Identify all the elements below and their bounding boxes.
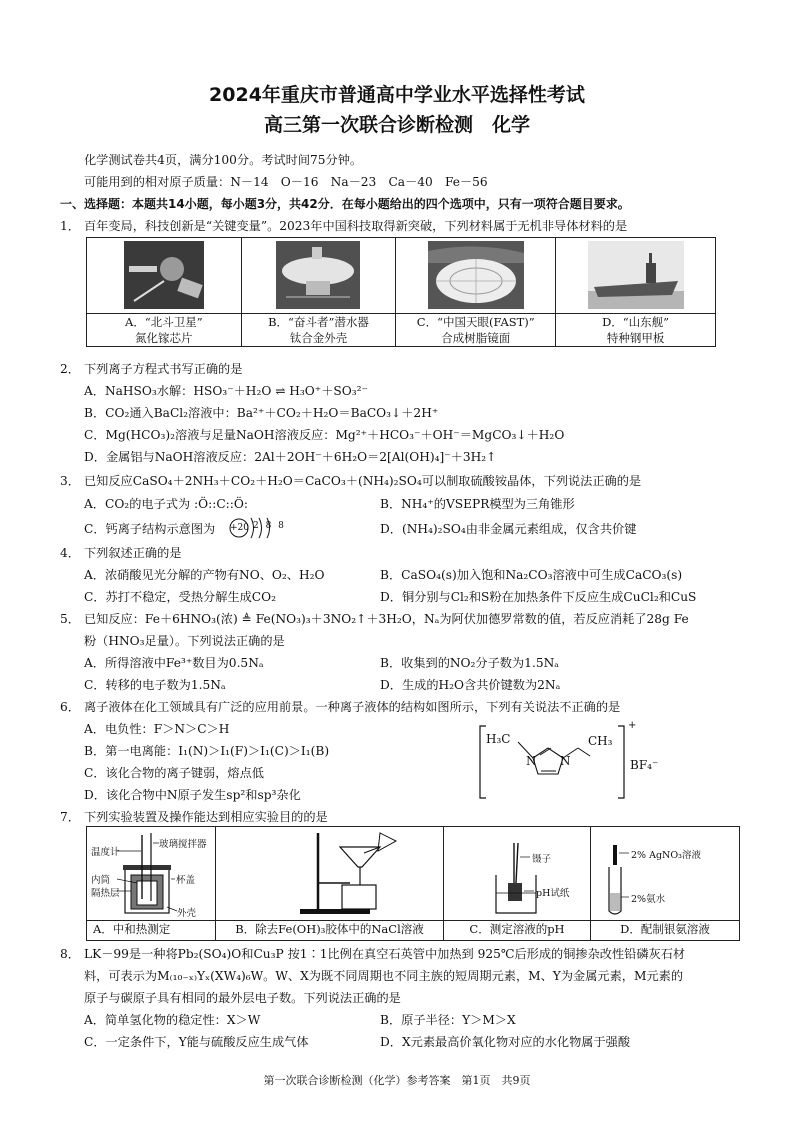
q1-stem: 百年变局，科技创新是“关键变量”。2023年中国科技取得新突破，下列材料属于无机非导体材料的是 xyxy=(84,219,628,233)
q6-option-d: D．该化合物中N原子发生sp²和sp³杂化 xyxy=(84,788,301,802)
q6-anion: BF₄⁻ xyxy=(630,758,659,772)
q7-stem: 下列实验装置及操作能达到相应实验目的的是 xyxy=(84,810,328,824)
q2-number: 2． xyxy=(60,362,80,376)
intro-masses: 可能用到的相对原子质量：N－14 O－16 Na－23 Ca－40 Fe－56 xyxy=(84,175,488,189)
q2-option-c: C．Mg(HCO₃)₂溶液与足量NaOH溶液反应：Mg²⁺＋HCO₃⁻＋OH⁻＝MgCO₃↓＋H₂O xyxy=(84,428,565,442)
q7-label-outer: 外壳 xyxy=(177,908,197,919)
q1-option-d-line1: D．“山东舰” xyxy=(602,315,670,329)
q1-image-submersible xyxy=(241,238,396,314)
q7-number: 7． xyxy=(60,810,80,824)
q7-label-inner: 内筒 xyxy=(91,875,111,886)
q1-image-carrier xyxy=(556,238,716,314)
q5-option-b: B．收集到的NO₂分子数为1.5Nₐ xyxy=(380,656,559,670)
q1-option-d-line2: 特种钢甲板 xyxy=(606,331,665,345)
q6-option-a: A．电负性：F＞N＞C＞H xyxy=(84,722,230,736)
exam-subtitle: 高三第一次联合诊断检测 化学 xyxy=(263,114,530,136)
q1-image-telescope xyxy=(396,238,556,314)
q5-stem-line2: 粉（HNO₃足量）。下列说法正确的是 xyxy=(84,634,285,648)
q3-option-a: A．CO₂的电子式为 :Ö::C::Ö: xyxy=(84,497,248,511)
q7-label-ammonia: 2%氨水 xyxy=(631,894,666,905)
q3-option-c: C．钙离子结构示意图为 xyxy=(84,522,216,536)
q2-option-a: A．NaHSO₃水解：HSO₃⁻＋H₂O ⇌ H₃O⁺＋SO₃²⁻ xyxy=(84,384,368,398)
q1-option-c-line2: 合成树脂镜面 xyxy=(441,331,511,345)
q7-caption-c: C．测定溶液的pH xyxy=(444,921,591,941)
intro-info: 化学测试卷共4页，满分100分。考试时间75分钟。 xyxy=(84,153,363,167)
q6-charge: + xyxy=(628,720,637,731)
q7-apparatus-a xyxy=(87,827,216,921)
q1-option-d xyxy=(556,314,716,347)
q5-option-c: C．转移的电子数为1.5Nₐ xyxy=(84,678,226,692)
q5-number: 5． xyxy=(60,612,80,626)
q1-option-a-line2: 氮化镓芯片 xyxy=(135,331,193,345)
q4-option-a: A．浓硝酸见光分解的产物有NO、O₂、H₂O xyxy=(84,568,325,582)
q4-number: 4． xyxy=(60,546,80,560)
q7-apparatus-c xyxy=(444,827,591,921)
q1-image-satellite xyxy=(87,238,242,314)
page-footer: 第一次联合诊断检测（化学）参考答案 第1页 共9页 xyxy=(263,1074,531,1087)
q8-stem-line2: 料，可表示为M₍₁₀₋ₓ₎Yₓ(XW₄)₆W。W、X为既不同周期也不同主族的短周期元素，M、Y为金属元素，M元素的 xyxy=(84,969,684,983)
q8-stem-line3: 原子与碳原子具有相同的最外层电子数。下列说法正确的是 xyxy=(84,991,401,1005)
q7-label-lid: 杯盖 xyxy=(176,875,196,886)
q1-option-b xyxy=(241,314,396,347)
q1-table xyxy=(86,237,716,347)
q4-option-c: C．苏打不稳定，受热分解生成CO₂ xyxy=(84,590,276,604)
q6-stem: 离子液体在化工领域具有广泛的应用前景。一种离子液体的结构如图所示，下列有关说法不正确的是 xyxy=(84,700,621,714)
q1-option-c-line1: C．“中国天眼(FAST)” xyxy=(416,315,535,329)
q3-stem: 已知反应CaSO₄＋2NH₃＋CO₂＋H₂O＝CaCO₃＋(NH₄)₂SO₄可以制取硫酸铵晶体，下列说法正确的是 xyxy=(84,474,642,488)
q2-option-b: B．CO₂通入BaCl₂溶液中：Ba²⁺＋CO₂＋H₂O＝BaCO₃↓＋2H⁺ xyxy=(84,406,439,420)
exam-title: 2024年重庆市普通高中学业水平选择性考试 xyxy=(209,84,585,106)
q2-stem: 下列离子方程式书写正确的是 xyxy=(84,362,243,376)
q6-h3c: H₃C xyxy=(486,732,511,746)
q4-stem: 下列叙述正确的是 xyxy=(84,546,182,560)
q6-n-right: N xyxy=(560,754,571,768)
q1-option-a xyxy=(87,314,242,347)
q1-option-a-line1: A．“北斗卫星” xyxy=(125,315,203,329)
q6-option-b: B．第一电离能：I₁(N)＞I₁(F)＞I₁(C)＞I₁(B) xyxy=(84,744,330,758)
section-heading: 一、选择题：本题共14小题，每小题3分，共42分．在每小题给出的四个选项中，只有一项符合题目要求。 xyxy=(60,197,630,211)
q2-option-d: D．金属铝与NaOH溶液反应：2Al＋2OH⁻＋6H₂O＝2[Al(OH)₄]⁻＋3H₂↑ xyxy=(84,450,497,464)
q8-option-b: B．原子半径：Y＞M＞X xyxy=(380,1013,516,1027)
q7-label-agno3: 2% AgNO₃溶液 xyxy=(631,850,701,861)
q7-caption-d: D．配制银氨溶液 xyxy=(591,921,740,941)
q6-number: 6． xyxy=(60,700,80,714)
q6-n-left: N xyxy=(526,754,537,768)
q7-caption-b: B．除去Fe(OH)₃胶体中的NaCl溶液 xyxy=(216,921,444,941)
q7-label-insulation: 隔热层 xyxy=(91,888,120,899)
q4-option-d: D．铜分别与Cl₂和S粉在加热条件下反应生成CuCl₂和CuS xyxy=(380,590,697,604)
q7-label-ph-paper: pH试纸 xyxy=(536,888,570,899)
q1-option-c xyxy=(396,314,556,347)
q8-option-d: D．X元素最高价氧化物对应的水化物属于强酸 xyxy=(380,1035,631,1049)
q5-option-d: D．生成的H₂O含共价键数为2Nₐ xyxy=(380,678,561,692)
q6-option-c: C．该化合物的离子键弱，熔点低 xyxy=(84,766,264,780)
q3-option-d: D．(NH₄)₂SO₄由非金属元素组成，仅含共价键 xyxy=(380,522,637,536)
q3-option-b: B．NH₄⁺的VSEPR模型为三角锥形 xyxy=(380,497,575,511)
q7-label-tweezers: 镊子 xyxy=(532,854,552,865)
q7-label-stirrer: 玻璃搅拌器 xyxy=(159,839,207,850)
q1-option-b-line2: 钛合金外壳 xyxy=(289,331,348,345)
q8-stem-line1: LK－99是一种将Pb₂(SO₄)O和Cu₃P 按1∶1比例在真空石英管中加热到 925℃后形成的铜掺杂改性铅磷灰石材 xyxy=(84,947,686,961)
q7-caption-a: A．中和热测定 xyxy=(87,921,216,941)
q7-apparatus-b xyxy=(216,827,444,921)
q7-table xyxy=(86,826,740,941)
q5-option-a: A．所得溶液中Fe³⁺数目为0.5Nₐ xyxy=(84,656,264,670)
q8-option-c: C．一定条件下，Y能与硫酸反应生成气体 xyxy=(84,1035,309,1049)
q6-ch3: CH₃ xyxy=(588,734,613,748)
q3-number: 3． xyxy=(60,474,80,488)
q7-label-thermometer: 温度计 xyxy=(91,847,120,858)
q6-structure-figure xyxy=(478,722,658,802)
q8-option-a: A．简单氢化物的稳定性：X＞W xyxy=(84,1013,261,1027)
q8-number: 8． xyxy=(60,947,80,961)
q1-option-b-line1: B．“奋斗者”潜水器 xyxy=(268,315,369,329)
q3-ion-shells: 2 8 8 xyxy=(253,521,286,531)
q3-ion-nucleus: +20 xyxy=(230,523,249,533)
q7-apparatus-d xyxy=(591,827,740,921)
q5-stem-line1: 已知反应：Fe＋6HNO₃(浓) ≜ Fe(NO₃)₃＋3NO₂↑＋3H₂O，Nₐ为阿伏加德罗常数的值，若反应消耗了28g Fe xyxy=(84,612,689,626)
q1-number: 1． xyxy=(60,219,80,233)
q4-option-b: B．CaSO₄(s)加入饱和Na₂CO₃溶液中可生成CaCO₃(s) xyxy=(380,568,683,582)
